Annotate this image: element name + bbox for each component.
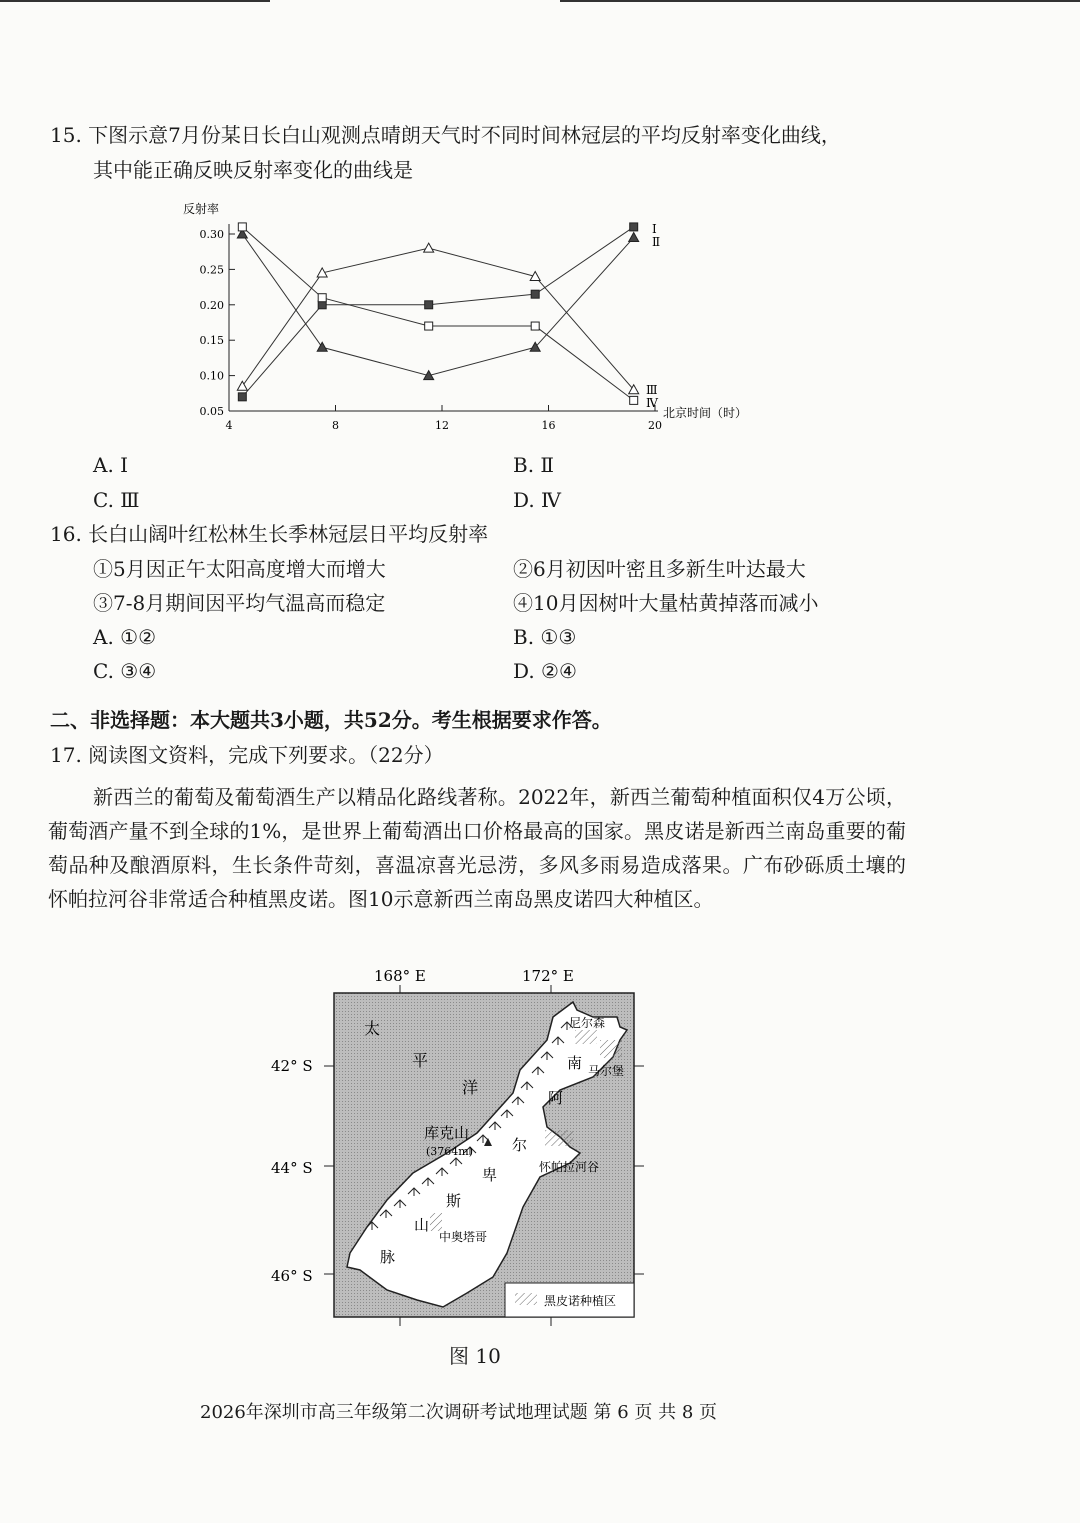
region-label-central-otago: 中奥塔哥 xyxy=(439,1230,488,1244)
data-point-triangle xyxy=(424,243,434,252)
series-line-2 xyxy=(242,234,633,376)
series-label: Ⅱ xyxy=(652,235,661,249)
scan-edge-line xyxy=(0,0,270,2)
reflectance-chart xyxy=(170,195,780,440)
y-tick-label: 0.15 xyxy=(199,334,224,348)
q16-option-d[interactable]: D. ②④ xyxy=(513,659,577,683)
range-label: 卑 xyxy=(482,1166,498,1184)
mountain-label: 库克山 xyxy=(424,1124,470,1142)
ocean-label: 平 xyxy=(412,1051,429,1070)
new-zealand-map xyxy=(260,960,660,1330)
q15-option-a[interactable]: A. Ⅰ xyxy=(93,453,129,477)
range-label: 斯 xyxy=(446,1192,462,1210)
legend-hatch-swatch xyxy=(515,1293,537,1305)
q16-item-3: ③7-8月期间因平均气温高而稳定 xyxy=(93,591,386,615)
scan-edge-line xyxy=(560,0,1080,2)
mountain-elevation: (3764m) xyxy=(426,1145,474,1158)
x-tick-label: 4 xyxy=(225,419,233,432)
series-line-3 xyxy=(242,248,633,390)
data-point-square xyxy=(318,294,326,302)
region-label-marlborough: 马尔堡 xyxy=(588,1064,625,1078)
x-tick-label: 8 xyxy=(332,419,339,432)
q15-stem-line2: 其中能正确反映反射率变化的曲线是 xyxy=(93,158,413,182)
y-tick-label: 0.10 xyxy=(199,369,224,383)
region-hatch-waipara xyxy=(545,1130,573,1146)
lon-label: 168° E xyxy=(374,967,426,985)
x-tick-label: 20 xyxy=(648,419,662,432)
q16-option-b[interactable]: B. ①③ xyxy=(513,625,577,649)
lat-label: 44° S xyxy=(271,1159,313,1177)
q15-option-c[interactable]: C. Ⅲ xyxy=(93,488,140,512)
range-label: 南 xyxy=(567,1054,583,1072)
range-label: 脉 xyxy=(380,1248,396,1266)
lat-label: 46° S xyxy=(271,1267,313,1285)
q15-stem-line1: 15. 下图示意7月份某日长白山观测点晴朗天气时不同时间林冠层的平均反射率变化曲线， xyxy=(50,123,841,147)
data-point-square xyxy=(531,290,539,298)
series-label: Ⅳ xyxy=(646,396,658,410)
q16-option-c[interactable]: C. ③④ xyxy=(93,659,157,683)
q17-stem: 17. 阅读图文资料，完成下列要求。（22分） xyxy=(50,743,444,767)
x-axis-label: 北京时间（时） xyxy=(663,406,748,420)
data-point-triangle xyxy=(237,381,247,390)
y-axis-label: 反射率 xyxy=(183,202,220,216)
series-label: Ⅲ xyxy=(646,383,658,397)
q16-item-1: ①5月因正午太阳高度增大而增大 xyxy=(93,557,386,581)
region-label-waipara: 怀帕拉河谷 xyxy=(539,1160,600,1174)
y-tick-label: 0.30 xyxy=(199,228,224,241)
q15-option-d[interactable]: D. Ⅳ xyxy=(513,488,562,512)
region-hatch-nelson xyxy=(575,1030,597,1044)
range-label: 阿 xyxy=(548,1089,564,1107)
figure-caption: 图 10 xyxy=(449,1344,501,1368)
data-point-square xyxy=(630,396,638,404)
data-point-triangle xyxy=(317,342,327,351)
series-line-1 xyxy=(242,227,633,397)
y-tick-label: 0.25 xyxy=(199,263,224,277)
y-tick-label: 0.20 xyxy=(199,298,224,312)
lon-label: 172° E xyxy=(522,967,574,985)
x-tick-label: 16 xyxy=(541,419,556,432)
legend-label: 黑皮诺种植区 xyxy=(544,1294,617,1308)
ocean-label: 太 xyxy=(364,1019,381,1038)
data-point-square xyxy=(425,301,433,309)
page-footer: 2026年深圳市高三年级第二次调研考试地理试题 第 6 页 共 8 页 xyxy=(200,1402,718,1423)
series-line-4 xyxy=(242,227,633,400)
x-tick-label: 12 xyxy=(435,419,449,432)
q16-item-2: ②6月初因叶密且多新生叶达最大 xyxy=(513,557,806,581)
range-label: 尔 xyxy=(512,1136,528,1154)
data-point-triangle xyxy=(629,233,639,242)
q15-option-b[interactable]: B. Ⅱ xyxy=(513,453,555,477)
data-point-square xyxy=(238,393,246,401)
q17-paragraph: 新西兰的葡萄及葡萄酒生产以精品化路线著称。2022年，新西兰葡萄种植面积仅4万公顷，葡萄酒产量不到全球的1%，是世界上葡萄酒出口价格最高的国家。黑皮诺是新西兰南岛重要的葡萄品种及酿酒原料，生长条件苛刻，喜温凉喜光忌涝，多风多雨易造成落果。广布砂砾质土壤的怀帕拉河谷非常适合种植黑皮诺。图10示意新西兰南岛黑皮诺四大种植区。 xyxy=(48,785,906,911)
region-hatch-marlborough xyxy=(600,1040,622,1058)
section-2-heading: 二、非选择题：本大题共3小题，共52分。考生根据要求作答。 xyxy=(50,708,612,732)
range-label: 山 xyxy=(414,1216,430,1234)
y-tick-label: 0.05 xyxy=(199,405,224,418)
q16-option-a[interactable]: A. ①② xyxy=(93,625,157,649)
q16-stem: 16. 长白山阔叶红松林生长季林冠层日平均反射率 xyxy=(50,522,489,546)
region-hatch-central-otago xyxy=(430,1213,442,1231)
lat-label: 42° S xyxy=(271,1057,313,1075)
q16-item-4: ④10月因树叶大量枯黄掉落而减小 xyxy=(513,591,819,615)
data-point-square xyxy=(425,322,433,330)
data-point-square xyxy=(238,223,246,231)
series-label: Ⅰ xyxy=(652,222,657,236)
region-label-nelson: 尼尔森 xyxy=(569,1016,606,1030)
data-point-square xyxy=(630,223,638,231)
data-point-square xyxy=(531,322,539,330)
ocean-label: 洋 xyxy=(462,1078,479,1097)
